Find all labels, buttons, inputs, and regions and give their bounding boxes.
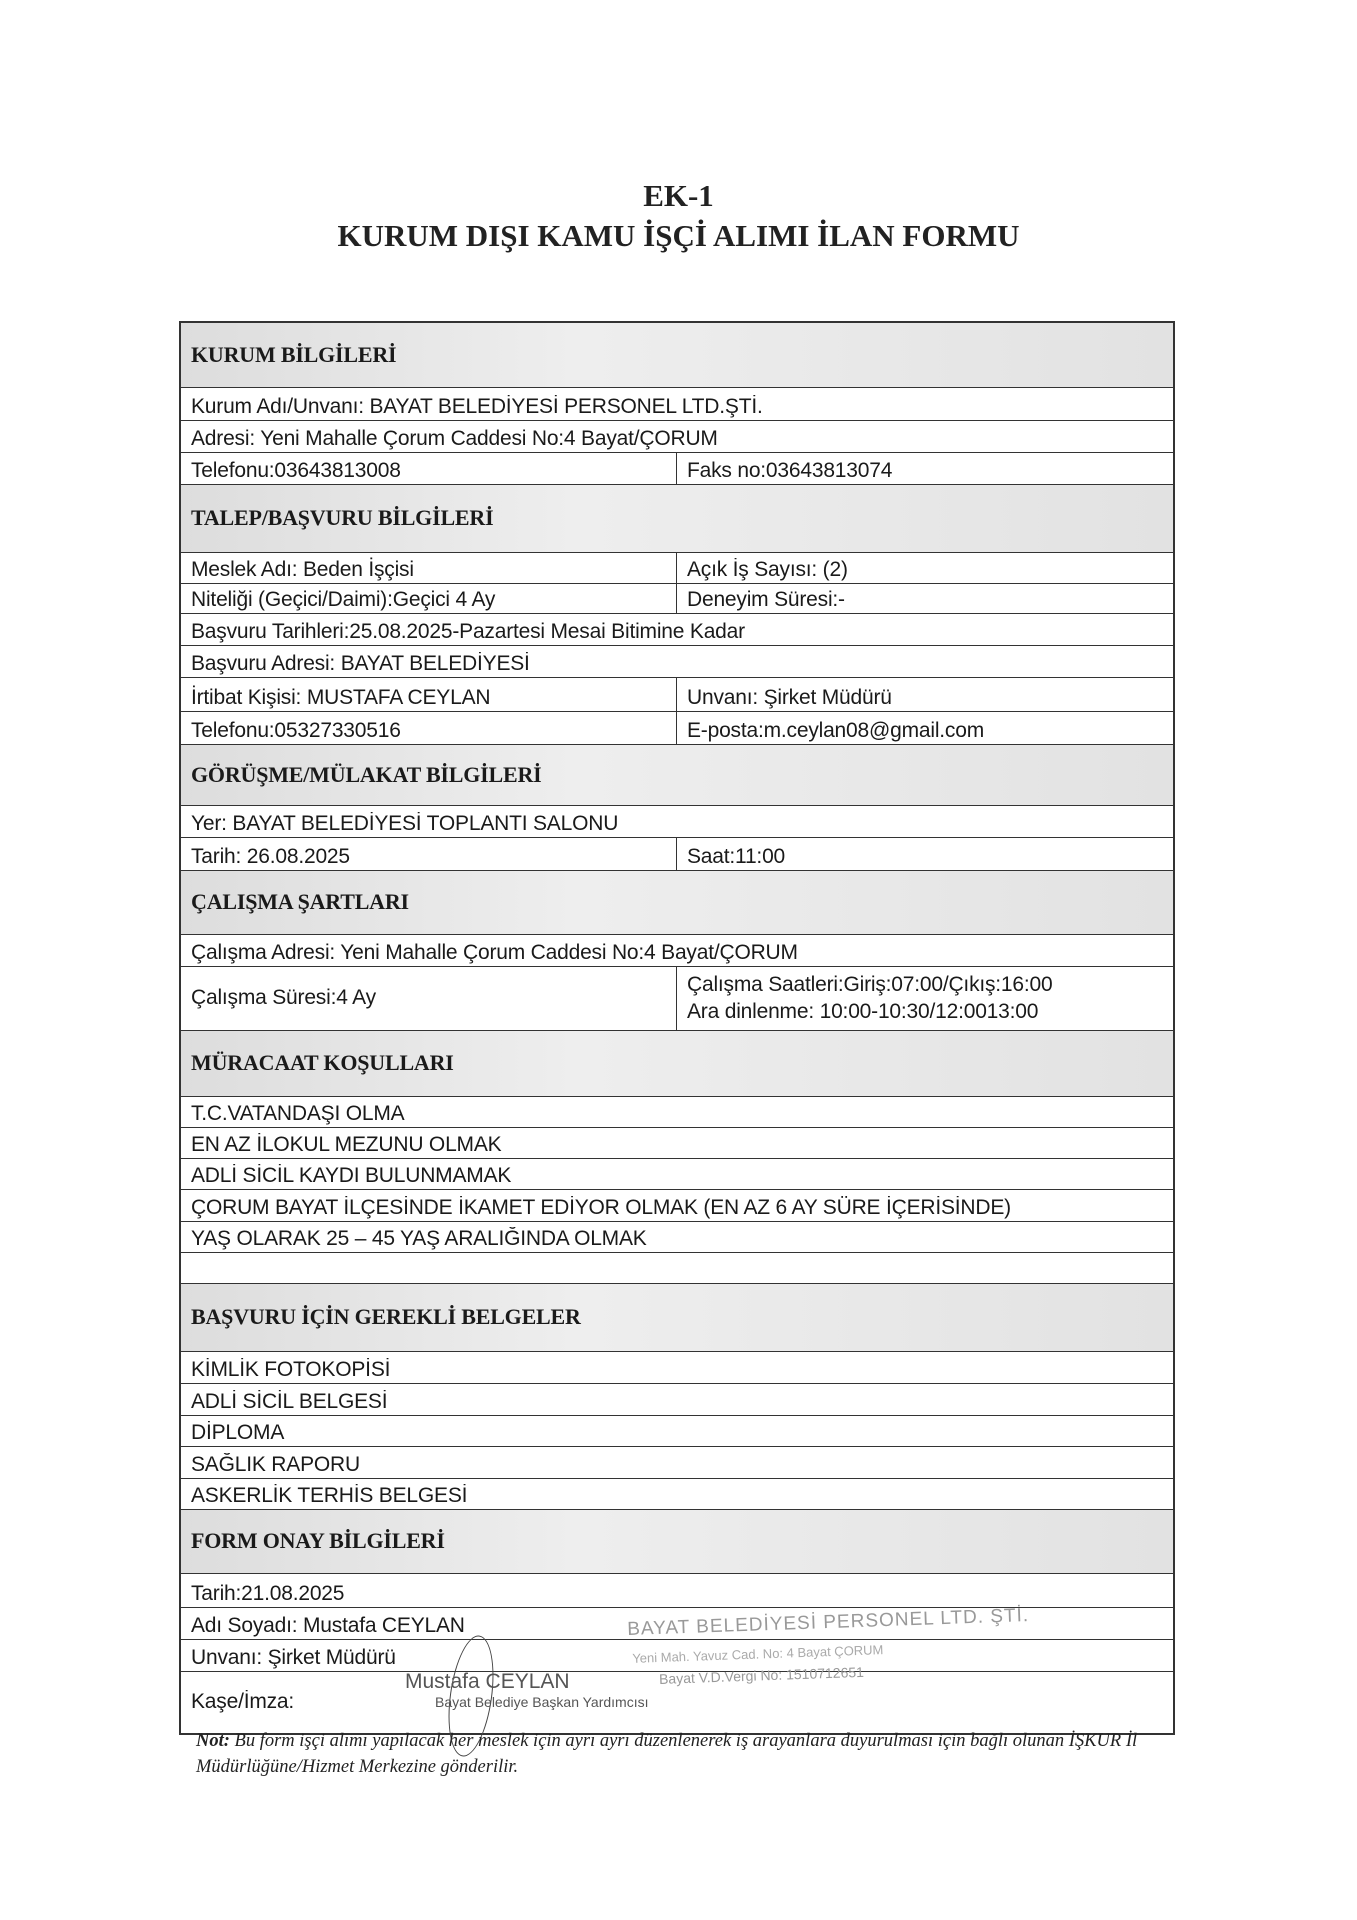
section-gorusme: [181, 745, 1173, 806]
belge-item: SAĞLIK RAPORU: [191, 1453, 360, 1476]
acik-is: Açık İş Sayısı: (2): [687, 558, 848, 581]
stamp-line: Yeni Mah. Yavuz Cad. No: 4 Bayat ÇORUM: [632, 1642, 884, 1666]
footnote: [196, 1728, 1196, 1780]
kase-imza-label: Kaşe/İmza:: [191, 1690, 295, 1713]
empty-row: [181, 1253, 1173, 1284]
calisma-suresi: Çalışma Süresi:4 Ay: [181, 967, 677, 1030]
section-heading: FORM ONAY BİLGİLERİ: [191, 1529, 445, 1553]
belge-item: KİMLİK FOTOKOPİSİ: [191, 1358, 391, 1381]
onay-unvan: Unvanı: Şirket Müdürü: [191, 1646, 396, 1669]
section-onay: [181, 1510, 1173, 1574]
ara-dinlenme: Ara dinlenme: 10:00-10:30/12:0013:00: [687, 1000, 1039, 1023]
gorusme-saat: Saat:11:00: [687, 845, 786, 868]
calisma-adresi: Çalışma Adresi: Yeni Mahalle Çorum Caddesi No:4 Bayat/ÇORUM: [191, 941, 798, 964]
meslek: Meslek Adı: Beden İşçisi: [181, 553, 677, 583]
kosul-item: YAŞ OLARAK 25 – 45 YAŞ ARALIĞINDA OLMAK: [191, 1227, 647, 1250]
basvuru-adresi: Başvuru Adresi: BAYAT BELEDİYESİ: [191, 652, 530, 675]
kosul-item: ADLİ SİCİL KAYDI BULUNMAMAK: [191, 1164, 512, 1187]
irtibat-telefon: Telefonu:05327330516: [181, 712, 677, 744]
gorusme-tarih: Tarih: 26.08.2025: [181, 838, 677, 870]
kurum-phone: Telefonu:03643813008: [181, 453, 677, 484]
kurum-name: Kurum Adı/Unvanı: BAYAT BELEDİYESİ PERSONEL LTD.ŞTİ.: [191, 395, 763, 418]
section-heading: KURUM BİLGİLERİ: [191, 342, 397, 367]
signature-stamp: [405, 1670, 648, 1710]
section-muracaat: [181, 1031, 1173, 1097]
section-heading: BAŞVURU İÇİN GEREKLİ BELGELER: [191, 1305, 581, 1329]
stamp-line: Bayat V.D.Vergi No: 1510712651: [658, 1663, 865, 1687]
belge-item: DİPLOMA: [191, 1421, 285, 1444]
form-code: EK-1: [643, 178, 714, 213]
kurum-address: Adresi: Yeni Mahalle Çorum Caddesi No:4 Bayat/ÇORUM: [191, 427, 718, 450]
basvuru-tarihleri: Başvuru Tarihleri:25.08.2025-Pazartesi Mesai Bitimine Kadar: [191, 620, 745, 643]
section-belgeler: [181, 1284, 1173, 1352]
section-heading: TALEP/BAŞVURU BİLGİLERİ: [191, 506, 494, 530]
note-label: Not:: [196, 1731, 230, 1751]
deneyim: Deneyim Süresi:-: [687, 588, 845, 611]
signature-name: Mustafa CEYLAN: [405, 1670, 570, 1693]
belge-item: ADLİ SİCİL BELGESİ: [191, 1390, 388, 1413]
note-text: Bu form işçi alımı yapılacak her meslek için ayrı ayrı düzenlenerek iş arayanlara duyurulması için bağlı olunan İŞKUR İl Müdürlüğüne/Hizmet Merkezine gönderilir.: [196, 1731, 1138, 1777]
irtibat-kisisi: İrtibat Kişisi: MUSTAFA CEYLAN: [181, 678, 677, 711]
company-stamp: [627, 1605, 1031, 1688]
kosul-item: T.C.VATANDAŞI OLMA: [191, 1102, 405, 1125]
form-title: KURUM DIŞI KAMU İŞÇİ ALIMI İLAN FORMU: [337, 218, 1020, 253]
kurum-fax: Faks no:03643813074: [687, 459, 893, 482]
kosul-item: ÇORUM BAYAT İLÇESİNDE İKAMET EDİYOR OLMAK (EN AZ 6 AY SÜRE İÇERİSİNDE): [191, 1196, 1011, 1219]
section-heading: ÇALIŞMA ŞARTLARI: [191, 890, 409, 914]
section-heading: MÜRACAAT KOŞULLARI: [191, 1051, 454, 1075]
irtibat-unvan: Unvanı: Şirket Müdürü: [687, 686, 892, 709]
signature-title: Bayat Belediye Başkan Yardımcısı: [435, 1694, 649, 1710]
onay-adi: Adı Soyadı: Mustafa CEYLAN: [191, 1614, 465, 1637]
kosul-item: EN AZ İLOKUL MEZUNU OLMAK: [191, 1133, 502, 1156]
onay-tarih: Tarih:21.08.2025: [191, 1582, 345, 1605]
calisma-saatleri: Çalışma Saatleri:Giriş:07:00/Çıkış:16:00: [687, 973, 1053, 996]
section-calisma: [181, 871, 1173, 935]
belge-item: ASKERLİK TERHİS BELGESİ: [191, 1484, 468, 1507]
irtibat-eposta: E-posta:m.ceylan08@gmail.com: [687, 719, 985, 742]
niteligi: Niteliği (Geçici/Daimi):Geçici 4 Ay: [181, 584, 677, 613]
stamp-line: BAYAT BELEDİYESİ PERSONEL LTD. ŞTİ.: [626, 1605, 1030, 1641]
section-kurum: [181, 323, 1173, 388]
section-talep: [181, 485, 1173, 553]
announcement-form: [179, 321, 1175, 1735]
gorusme-yer: Yer: BAYAT BELEDİYESİ TOPLANTI SALONU: [191, 812, 619, 835]
section-heading: GÖRÜŞME/MÜLAKAT BİLGİLERİ: [191, 762, 542, 787]
